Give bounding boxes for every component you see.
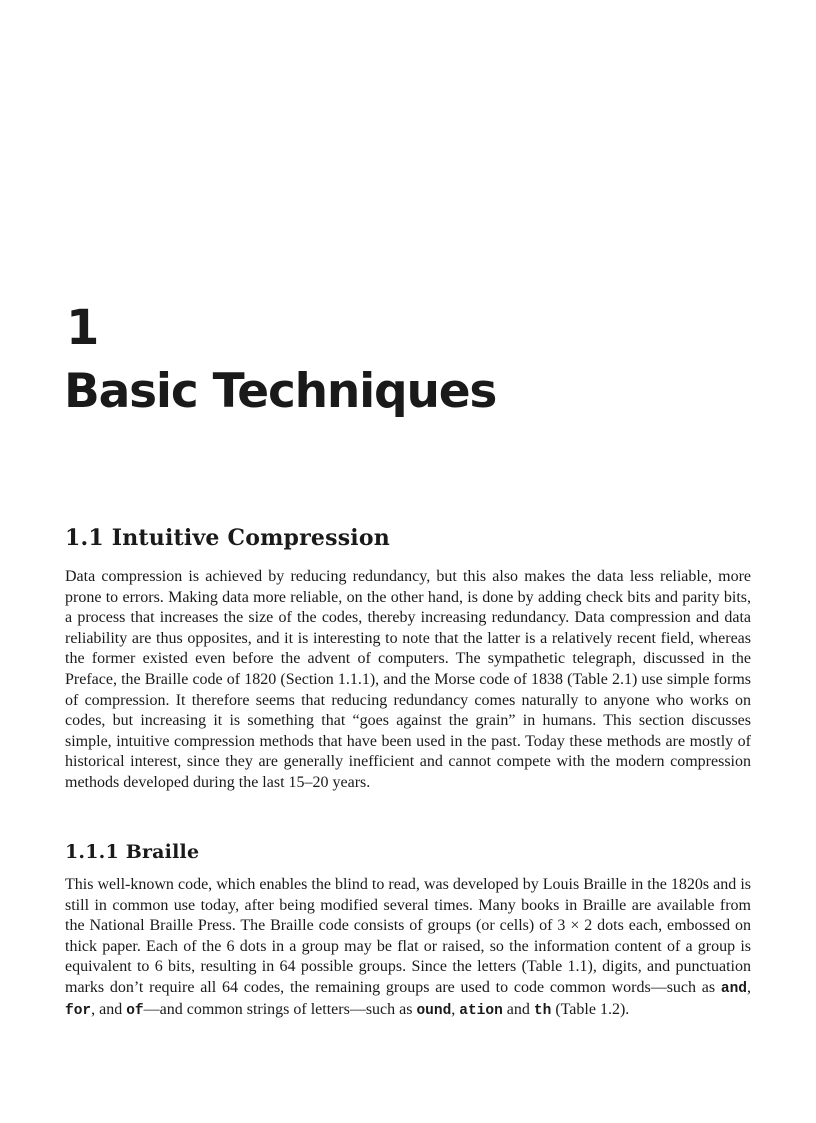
paragraph-text: and [502, 1000, 534, 1018]
code-word: ation [459, 1002, 503, 1019]
paragraph-text: , and [91, 1000, 127, 1018]
chapter-title: Basic Techniques [64, 364, 497, 419]
code-word: for [65, 1002, 92, 1019]
chapter-number: 1 [66, 300, 99, 356]
subsection-title: 1.1.1 Braille [65, 841, 200, 863]
section-paragraph: Data compression is achieved by reducing redundancy, but this also makes the data less reliable, more prone to errors. Making data more reliable, on the other hand, is done by adding check bits and parity bits, a process that increases the size of the codes, thereby increasing redundancy. Data compression and data reliability are thus opposites, and it is interesting to note that the latter is a relatively recent field, whereas the former existed even before the advent of computers. The sympathetic telegraph, discussed in the Preface, the Braille code of 1820 (Section 1.1.1), and the Morse code of 1838 (Table 2.1) use simple forms of compression. It therefore seems that reducing redundancy comes naturally to anyone who works on codes, but increasing it is something that “goes against the grain” in humans. This section discusses simple, intuitive compression methods that have been used in the past. Today these methods are mostly of historical interest, since they are generally inefficient and cannot compete with the modern compression methods developed during the last 15–20 years. [65, 568, 751, 791]
code-word: th [533, 1002, 552, 1019]
paragraph-text: (Table 1.2). [551, 1000, 630, 1018]
paragraph-text: , [747, 978, 751, 996]
paragraph-text: This well-known code, which enables the blind to read, was developed by Louis Braille in the 1820s and is still in common use today, after being modified several times. Many books in Braille are available from the National Braille Press. The Braille code consists of groups (or cells) of 3 × 2 dots each, embossed on thick paper. Each of the 6 dots in a group may be flat or raised, so the information content of a group is equivalent to 6 bits, resulting in 64 possible groups. Since the letters (Table 1.1), digits, and punctuation marks don’t require all 64 codes, the remaining groups are used to code common words—such as [65, 876, 751, 996]
paragraph-text: , [451, 1000, 460, 1018]
code-word: of [126, 1002, 144, 1019]
subsection-paragraph [65, 875, 751, 1021]
code-word: and [720, 980, 747, 997]
paragraph-text: —and common strings of letters—such as [143, 1000, 417, 1018]
code-word: ound [416, 1002, 452, 1019]
section-title: 1.1 Intuitive Compression [65, 525, 390, 551]
